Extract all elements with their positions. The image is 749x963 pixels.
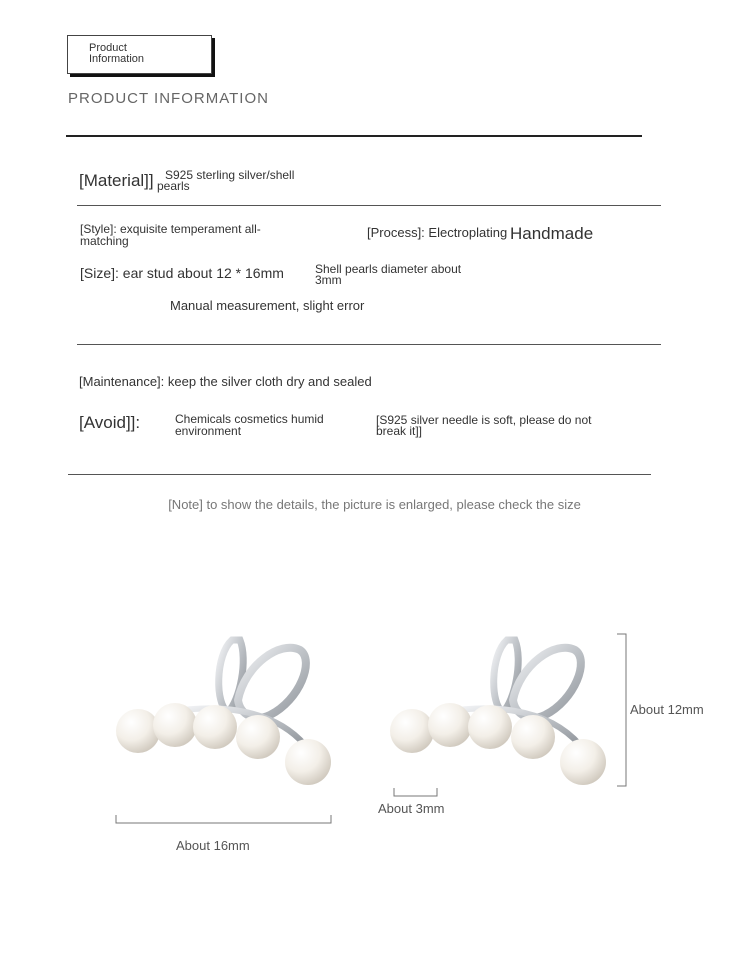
badge-line-1: Product (89, 42, 127, 54)
pearl-dimension-label: About 3mm (378, 801, 445, 816)
width-dimension-label: About 16mm (176, 838, 250, 853)
enlargement-note: [Note] to show the details, the picture is enlarged, please check the size (168, 497, 581, 512)
maintenance-text: [Maintenance]: keep the silver cloth dry and sealed (79, 374, 372, 389)
style-line-1: [Style]: exquisite temperament all- (80, 222, 261, 236)
avoid-items-line-2: environment (175, 424, 242, 438)
height-dimension-label: About 12mm (630, 702, 704, 717)
left-earring (116, 640, 331, 785)
pearl-diameter-line-1: Shell pearls diameter about (315, 262, 462, 276)
pearl-bracket (394, 788, 437, 796)
badge-line-2: Information (89, 53, 145, 65)
right-earring (390, 640, 606, 785)
section-heading: PRODUCT INFORMATION (68, 90, 269, 107)
material-value-line-1: S925 sterling silver/shell (165, 168, 295, 182)
process-label: [Process]: Electroplating (367, 225, 508, 240)
style-line-2: matching (80, 234, 129, 248)
height-bracket (617, 634, 626, 786)
avoid-items-line-1: Chemicals cosmetics humid (175, 412, 324, 426)
pearl-diameter-line-2: 3mm (315, 273, 342, 287)
avoid-label: [Avoid]]: (79, 413, 141, 432)
process-value: Handmade (510, 224, 594, 243)
size-label: [Size]: ear stud about 12 * 16mm (80, 265, 284, 281)
material-value-line-2: pearls (157, 179, 190, 193)
material-label: [Material]] (79, 171, 154, 190)
measurement-note: Manual measurement, slight error (170, 298, 365, 313)
needle-warning-line-2: break it]] (376, 424, 423, 438)
width-bracket (116, 815, 331, 823)
needle-warning-line-1: [S925 silver needle is soft, please do not (376, 413, 592, 427)
